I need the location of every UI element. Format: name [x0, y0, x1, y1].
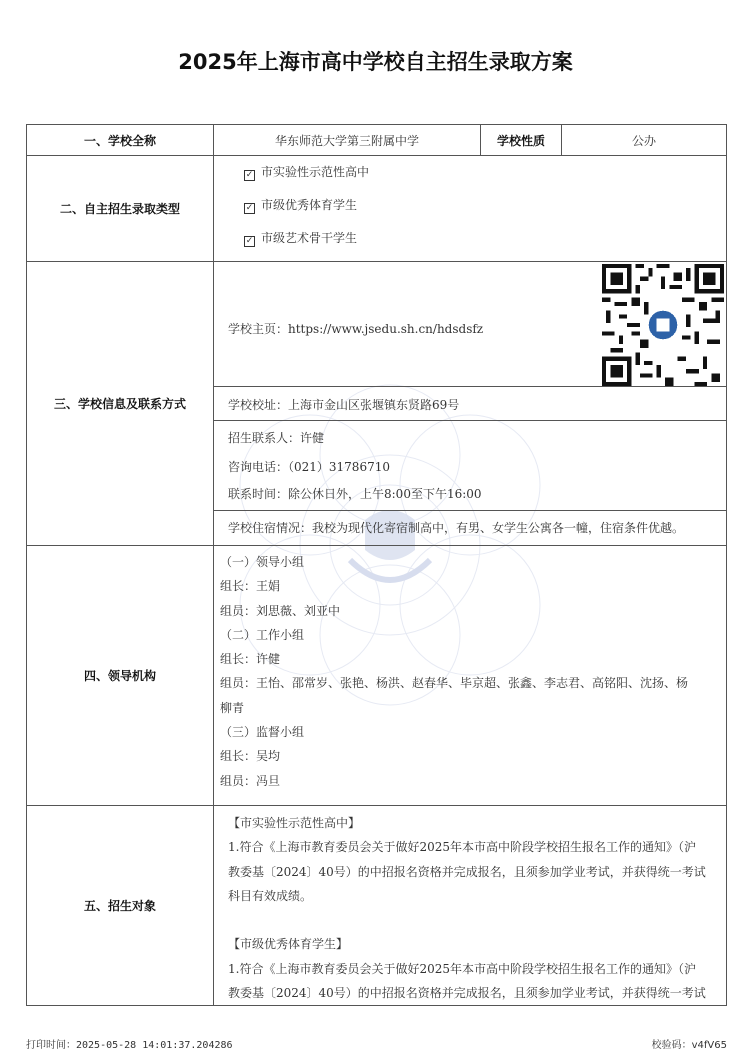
list-item: （二）工作小组	[220, 627, 305, 642]
list-item: 教委基〔2024〕40号）的中招报名资格并完成报名，且须参加学业考试，并获得统一考试	[228, 986, 706, 1001]
school-name-row	[27, 125, 727, 156]
phone-text: 咨询电话：（021）31786710	[228, 460, 390, 474]
checksum: 校验码：v4fV65	[651, 1040, 727, 1051]
print-time: 打印时间：2025-05-28 14:01:37.204286	[26, 1040, 233, 1051]
list-item	[244, 228, 726, 261]
contact-info-section	[214, 421, 726, 511]
contact-person-text: 招生联系人：许健	[228, 431, 325, 445]
targets-row	[27, 806, 727, 1006]
admission-type-row	[27, 156, 727, 262]
school-name-label: 一、学校全称	[27, 125, 214, 156]
list-item	[228, 908, 716, 932]
admission-type-text: 市实验性示范性高中	[261, 165, 370, 179]
list-item: 组员：冯旦	[220, 773, 281, 788]
school-nature-label: 学校性质	[481, 125, 562, 156]
targets-label: 五、招生对象	[27, 806, 214, 1006]
dorm-text: 学校住宿情况：我校为现代化寄宿制高中，有男、女学生公寓各一幢，住宿条件优越。	[228, 521, 685, 535]
list-item: （一）领导小组	[220, 555, 305, 569]
contact-cell	[214, 262, 727, 546]
admission-type-cell	[214, 156, 727, 262]
leadership-row	[27, 546, 727, 806]
admission-type-label: 二、自主招生录取类型	[27, 156, 214, 262]
address-section	[214, 387, 726, 421]
list-item	[244, 162, 726, 195]
list-item: （三）监督小组	[220, 725, 305, 740]
list-item: 组长：许健	[220, 652, 281, 667]
list-item: 【市级优秀体育学生】	[228, 937, 349, 952]
school-nature-value: 公办	[562, 125, 727, 156]
page-title: 2025年上海市高中学校自主招生录取方案	[178, 50, 573, 74]
homepage-section	[214, 262, 726, 387]
contact-hours-text: 联系时间：除公休日外，上午8:00至下午16:00	[228, 487, 482, 501]
contact-label: 三、学校信息及联系方式	[27, 262, 214, 546]
leadership-cell	[214, 546, 727, 806]
contact-row	[27, 262, 727, 546]
checkbox-checked-icon: ✓	[245, 203, 254, 213]
list-item: 组长：王娟	[220, 579, 281, 594]
list-item: 1.符合《上海市教育委员会关于做好2025年本市高中阶段学校招生报名工作的通知》（沪	[228, 840, 696, 855]
qr-code-icon	[602, 264, 724, 386]
list-item: 组员：王怡、邵常岁、张艳、杨洪、赵春华、毕京超、张鑫、李志君、高铭阳、沈扬、杨	[220, 676, 689, 691]
list-item: 组员：刘思薇、刘亚中	[220, 603, 341, 618]
list-item: 科目有效成绩。	[228, 888, 313, 903]
list-item: 【市实验性示范性高中】	[228, 816, 361, 830]
address-text: 学校校址：上海市金山区张堰镇东贤路69号	[228, 398, 460, 412]
admission-table	[26, 124, 727, 1006]
checkbox-checked-icon: ✓	[245, 236, 254, 246]
targets-cell	[214, 806, 727, 1006]
school-name-value: 华东师范大学第三附属中学	[214, 125, 481, 156]
list-item: 教委基〔2024〕40号）的中招报名资格并完成报名，且须参加学业考试，并获得统一考试	[228, 864, 706, 879]
list-item: 1.符合《上海市教育委员会关于做好2025年本市高中阶段学校招生报名工作的通知》（沪	[228, 961, 696, 976]
admission-type-text: 市级优秀体育学生	[261, 198, 358, 212]
list-item	[244, 195, 726, 228]
list-item: 柳青	[220, 700, 245, 715]
admission-type-text: 市级艺术骨干学生	[261, 231, 358, 245]
leadership-label: 四、领导机构	[27, 546, 214, 806]
list-item: 组长：吴均	[220, 749, 281, 764]
checkbox-checked-icon: ✓	[245, 170, 254, 180]
homepage-text[interactable]: 学校主页：https://www.jsedu.sh.cn/hdsdsfz	[228, 322, 484, 336]
dorm-section	[214, 511, 726, 543]
